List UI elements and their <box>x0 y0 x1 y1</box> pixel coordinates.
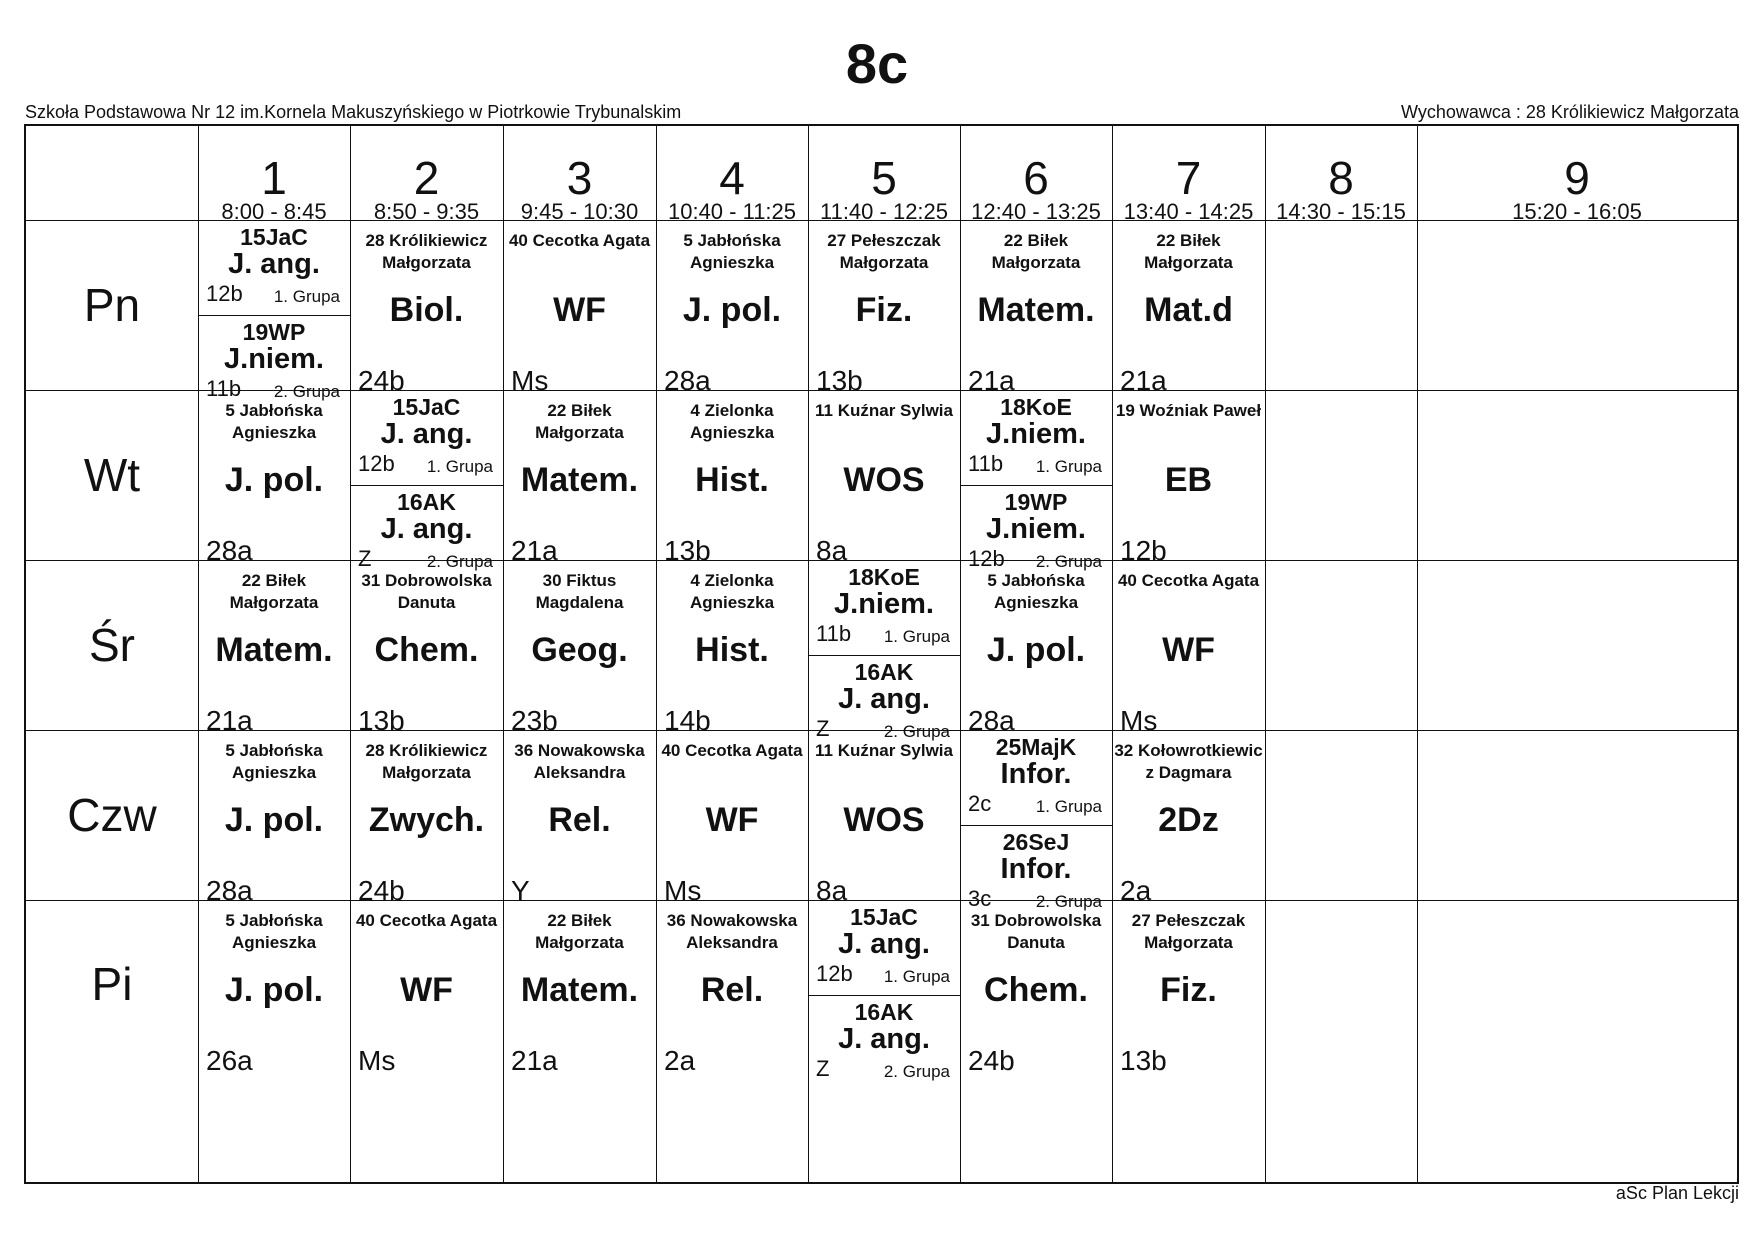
lesson-teacher: 22 Biłek Małgorzata <box>535 401 624 442</box>
period-number: 8 <box>1328 152 1354 204</box>
lesson-cell <box>808 730 960 906</box>
lesson-room: Ms <box>1120 705 1158 736</box>
group-label: 2. Grupa <box>1035 892 1102 911</box>
group-teacher-code: 16AK <box>854 999 914 1025</box>
lesson-room: 13b <box>358 705 405 736</box>
lesson-cell <box>198 900 350 1076</box>
lesson-cell <box>960 560 1112 736</box>
lesson-subject: J. pol. <box>224 971 324 1009</box>
empty-cell <box>1417 900 1737 1068</box>
group-room: 12b <box>206 281 243 306</box>
empty-cell <box>1417 560 1737 730</box>
lesson-room: Ms <box>358 1045 396 1076</box>
lesson-subject: Fiz. <box>855 291 913 329</box>
lesson-subject: WF <box>400 971 453 1009</box>
day-name: Czw <box>67 789 157 841</box>
group-lesson <box>808 995 960 1090</box>
lesson-room: 28a <box>206 535 253 566</box>
empty-cell <box>1265 900 1417 1068</box>
day-cell <box>26 390 198 560</box>
period-time: 13:40 - 14:25 <box>1123 199 1254 224</box>
lesson-subject: WF <box>705 801 759 839</box>
lesson-room: 8a <box>816 535 848 566</box>
lesson-subject: 2Dz <box>1158 801 1219 839</box>
lesson-room: 21a <box>511 1045 558 1076</box>
group-room: 11b <box>968 451 1004 476</box>
group-teacher-code: 19WP <box>1004 489 1068 515</box>
day-cell <box>26 730 198 900</box>
lesson-room: 28a <box>664 365 711 396</box>
group-subject: J. ang. <box>380 513 473 545</box>
group-lesson <box>350 390 503 486</box>
period-header-cell <box>656 126 808 224</box>
lesson-cell <box>503 390 656 566</box>
empty-cell <box>1417 220 1737 390</box>
group-teacher-code: 19WP <box>242 319 306 345</box>
lesson-subject: J. pol. <box>682 291 782 329</box>
lesson-cell-split <box>960 390 1112 571</box>
lesson-cell <box>656 560 808 736</box>
lesson-cell <box>503 900 656 1076</box>
lesson-subject: Matem. <box>977 291 1095 329</box>
period-header-cell <box>960 126 1112 224</box>
lesson-cell <box>1112 390 1265 566</box>
lesson-teacher: 31 Dobrowolska Danuta <box>970 911 1102 952</box>
lesson-teacher: 32 Kołowrotkiewic z Dagmara <box>1114 741 1263 782</box>
period-number: 7 <box>1175 152 1202 204</box>
lesson-teacher: 5 Jabłońska Agnieszka <box>225 401 323 442</box>
lesson-subject: Matem. <box>520 461 639 499</box>
lesson-room: 21a <box>1120 365 1167 396</box>
group-teacher-code: 15JaC <box>392 394 461 420</box>
day-cell <box>26 900 198 1068</box>
lesson-room: 2a <box>664 1045 696 1076</box>
lesson-teacher: 28 Królikiewicz Małgorzata <box>365 741 488 782</box>
empty-cell <box>1265 560 1417 730</box>
group-label: 1. Grupa <box>426 457 493 476</box>
period-header-cell <box>1417 126 1737 224</box>
lesson-teacher: 40 Cecotka Agata <box>661 741 803 760</box>
group-subject: J. ang. <box>838 683 930 715</box>
period-time: 12:40 - 13:25 <box>971 199 1101 224</box>
group-teacher-code: 26SeJ <box>1002 829 1070 855</box>
empty-cell <box>1417 730 1737 900</box>
group-room: 11b <box>816 621 852 646</box>
lesson-subject: Rel. <box>700 971 764 1009</box>
lesson-subject: WOS <box>843 461 925 499</box>
lesson-cell <box>198 730 350 906</box>
empty-cell <box>1265 390 1417 560</box>
group-room: Z <box>816 716 830 741</box>
lesson-cell-split <box>808 560 960 741</box>
lesson-subject: WF <box>1162 631 1215 669</box>
lesson-teacher: 27 Pełeszczak Małgorzata <box>1131 911 1246 952</box>
lesson-cell <box>808 220 960 396</box>
lesson-room: 8a <box>816 875 848 906</box>
period-header-cell <box>350 126 503 224</box>
period-time: 15:20 - 16:05 <box>1512 199 1642 224</box>
period-header-cell <box>1265 126 1417 224</box>
lesson-cell <box>350 220 503 396</box>
group-subject: J.niem. <box>986 513 1086 545</box>
lesson-teacher: 5 Jabłońska Agnieszka <box>225 741 323 782</box>
group-teacher-code: 16AK <box>397 489 456 515</box>
group-subject: J.niem. <box>224 343 324 375</box>
empty-cell <box>1417 390 1737 560</box>
lesson-cell-split <box>350 390 503 571</box>
lesson-cell <box>808 390 960 566</box>
group-room: Z <box>358 546 372 571</box>
period-header-cell <box>503 126 656 224</box>
lesson-room: 13b <box>1120 1045 1167 1076</box>
lesson-cell <box>198 390 350 566</box>
group-subject: J. ang. <box>228 248 320 280</box>
group-teacher-code: 15JaC <box>850 904 918 930</box>
lesson-subject: Hist. <box>695 631 769 669</box>
group-lesson <box>808 900 960 996</box>
lesson-room: 28a <box>968 705 1015 736</box>
lesson-cell <box>198 560 350 736</box>
lesson-room: 2a <box>1120 875 1152 906</box>
day-name: Pi <box>91 958 133 1010</box>
day-name: Śr <box>89 619 135 671</box>
lesson-teacher: 40 Cecotka Agata <box>355 911 498 930</box>
lesson-cell <box>350 900 503 1076</box>
group-lesson <box>960 730 1112 826</box>
group-room: 12b <box>816 961 853 986</box>
period-header-cell <box>198 126 350 224</box>
lesson-room: 21a <box>206 705 253 736</box>
group-room: Z <box>816 1056 830 1081</box>
group-lesson <box>960 390 1112 486</box>
lesson-teacher: 22 Biłek Małgorzata <box>535 911 624 952</box>
group-label: 2. Grupa <box>883 1062 950 1081</box>
lesson-cell-split <box>198 220 350 401</box>
period-number: 9 <box>1564 152 1590 204</box>
lesson-subject: Chem. <box>374 631 479 669</box>
group-teacher-code: 15JaC <box>240 224 308 250</box>
period-time: 10:40 - 11:25 <box>667 199 797 224</box>
lesson-room: 21a <box>511 535 558 566</box>
group-subject: J. ang. <box>838 928 930 960</box>
group-room: 2c <box>968 791 992 816</box>
lesson-teacher: 19 Woźniak Paweł <box>1115 401 1262 420</box>
lesson-cell <box>960 220 1112 396</box>
group-lesson <box>808 560 960 656</box>
group-teacher-code: 25MajK <box>995 734 1077 760</box>
period-time: 9:45 - 10:30 <box>520 199 639 224</box>
lesson-subject: Chem. <box>984 971 1088 1009</box>
period-number: 4 <box>719 152 745 204</box>
day-name: Pn <box>83 279 141 331</box>
group-subject: J.niem. <box>986 418 1086 450</box>
group-room: 11b <box>206 376 242 401</box>
group-label: 1. Grupa <box>883 967 950 986</box>
lesson-cell <box>960 900 1112 1076</box>
footer-credit: aSc Plan Lekcji <box>1615 1183 1739 1203</box>
group-subject: Infor. <box>1000 853 1072 885</box>
lesson-teacher: 5 Jabłońska Agnieszka <box>987 571 1085 612</box>
page-title: 8c <box>845 32 909 95</box>
lesson-cell <box>1112 730 1265 906</box>
lesson-subject: Mat.d <box>1144 291 1233 329</box>
lesson-room: 24b <box>358 365 405 396</box>
lesson-cell <box>503 220 656 396</box>
group-teacher-code: 18KoE <box>1000 394 1072 420</box>
day-cell <box>26 560 198 730</box>
lesson-room: Ms <box>664 875 702 906</box>
lesson-teacher: 40 Cecotka Agata <box>1117 571 1260 590</box>
lesson-teacher: 31 Dobrowolska Danuta <box>361 571 492 612</box>
lesson-teacher: 36 Nowakowska Aleksandra <box>666 911 798 952</box>
period-number: 6 <box>1023 152 1049 204</box>
lesson-cell <box>350 730 503 906</box>
class-teacher: Wychowawca : 28 Królikiewicz Małgorzata <box>1401 102 1739 122</box>
group-subject: Infor. <box>1000 758 1072 790</box>
lesson-teacher: 5 Jabłońska Agnieszka <box>683 231 781 272</box>
lesson-room: 23b <box>511 705 558 736</box>
group-label: 1. Grupa <box>273 287 340 306</box>
lesson-room: 26a <box>206 1045 253 1076</box>
period-time: 14:30 - 15:15 <box>1276 199 1406 224</box>
lesson-room: Y <box>511 875 530 906</box>
lesson-teacher: 11 Kuźnar Sylwia <box>815 401 953 420</box>
period-time: 11:40 - 12:25 <box>819 199 949 224</box>
group-subject: J. ang. <box>380 418 473 450</box>
group-room: 3c <box>968 886 992 911</box>
lesson-teacher: 22 Biłek Małgorzata <box>1144 231 1233 272</box>
period-number: 3 <box>566 152 593 204</box>
group-teacher-code: 18KoE <box>848 564 920 590</box>
lesson-cell <box>503 560 656 736</box>
school-name: Szkoła Podstawowa Nr 12 im.Kornela Makuszyńskiego w Piotrkowie Trybunalskim <box>25 102 682 122</box>
group-subject: J. ang. <box>838 1023 930 1055</box>
lesson-subject: EB <box>1164 461 1213 499</box>
lesson-cell-split <box>960 730 1112 911</box>
group-lesson <box>198 220 350 316</box>
day-cell <box>26 220 198 390</box>
group-label: 2. Grupa <box>883 722 950 741</box>
lesson-cell <box>1112 220 1265 396</box>
lesson-room: Ms <box>511 365 549 396</box>
lesson-subject: Matem. <box>215 631 333 669</box>
group-label: 1. Grupa <box>1035 457 1102 476</box>
lesson-cell <box>656 730 808 906</box>
lesson-teacher: 22 Biłek Małgorzata <box>991 231 1081 272</box>
lesson-teacher: 5 Jabłońska Agnieszka <box>225 911 323 952</box>
lesson-subject: Matem. <box>520 971 639 1009</box>
lesson-subject: Hist. <box>695 461 769 499</box>
lesson-subject: J. pol. <box>224 461 324 499</box>
group-label: 1. Grupa <box>883 627 950 646</box>
lesson-cell <box>1112 560 1265 736</box>
period-number: 5 <box>871 152 897 204</box>
group-teacher-code: 16AK <box>854 659 914 685</box>
period-time: 8:00 - 8:45 <box>221 199 327 224</box>
lesson-room: 14b <box>664 705 711 736</box>
lesson-teacher: 40 Cecotka Agata <box>508 231 651 250</box>
lesson-room: 13b <box>816 365 863 396</box>
lesson-room: 12b <box>1120 535 1167 566</box>
lesson-room: 21a <box>968 365 1015 396</box>
lesson-subject: Fiz. <box>1160 971 1217 1009</box>
lesson-cell <box>656 220 808 396</box>
group-label: 2. Grupa <box>273 382 340 401</box>
period-header-cell <box>1112 126 1265 224</box>
lesson-teacher: 27 Pełeszczak Małgorzata <box>827 231 941 272</box>
group-label: 1. Grupa <box>1035 797 1102 816</box>
lesson-subject: Biol. <box>389 291 464 329</box>
lesson-teacher: 22 Biłek Małgorzata <box>229 571 319 612</box>
group-label: 2. Grupa <box>426 552 493 571</box>
timetable-grid <box>24 124 1739 1184</box>
lesson-cell <box>503 730 656 906</box>
lesson-room: 24b <box>358 875 405 906</box>
lesson-subject: J. pol. <box>986 631 1086 669</box>
lesson-cell <box>350 560 503 736</box>
lesson-teacher: 11 Kuźnar Sylwia <box>815 741 953 760</box>
lesson-cell <box>656 390 808 566</box>
lesson-subject: WF <box>553 291 606 329</box>
lesson-room: 24b <box>968 1045 1015 1076</box>
group-room: 12b <box>968 546 1005 571</box>
empty-cell <box>1265 220 1417 390</box>
empty-cell <box>1265 730 1417 900</box>
lesson-teacher: 4 Zielonka Agnieszka <box>689 571 775 612</box>
day-name: Wt <box>83 449 141 501</box>
lesson-cell <box>656 900 808 1076</box>
lesson-subject: Rel. <box>548 801 611 839</box>
period-number: 2 <box>413 152 440 204</box>
group-room: 12b <box>358 451 395 476</box>
lesson-subject: Geog. <box>531 631 628 669</box>
lesson-subject: J. pol. <box>224 801 324 839</box>
period-time: 8:50 - 9:35 <box>373 199 480 224</box>
group-subject: J.niem. <box>834 588 934 620</box>
lesson-teacher: 30 Fiktus Magdalena <box>535 571 624 612</box>
lesson-cell-split <box>808 900 960 1081</box>
period-number: 1 <box>261 152 287 204</box>
lesson-room: 28a <box>206 875 253 906</box>
group-label: 2. Grupa <box>1035 552 1102 571</box>
period-header-cell <box>808 126 960 224</box>
lesson-cell <box>1112 900 1265 1076</box>
lesson-room: 13b <box>664 535 711 566</box>
lesson-teacher: 36 Nowakowska Aleksandra <box>514 741 645 782</box>
lesson-subject: WOS <box>843 801 925 839</box>
lesson-subject: Zwych. <box>368 801 485 839</box>
lesson-teacher: 4 Zielonka Agnieszka <box>689 401 775 442</box>
lesson-teacher: 28 Królikiewicz Małgorzata <box>365 231 488 272</box>
